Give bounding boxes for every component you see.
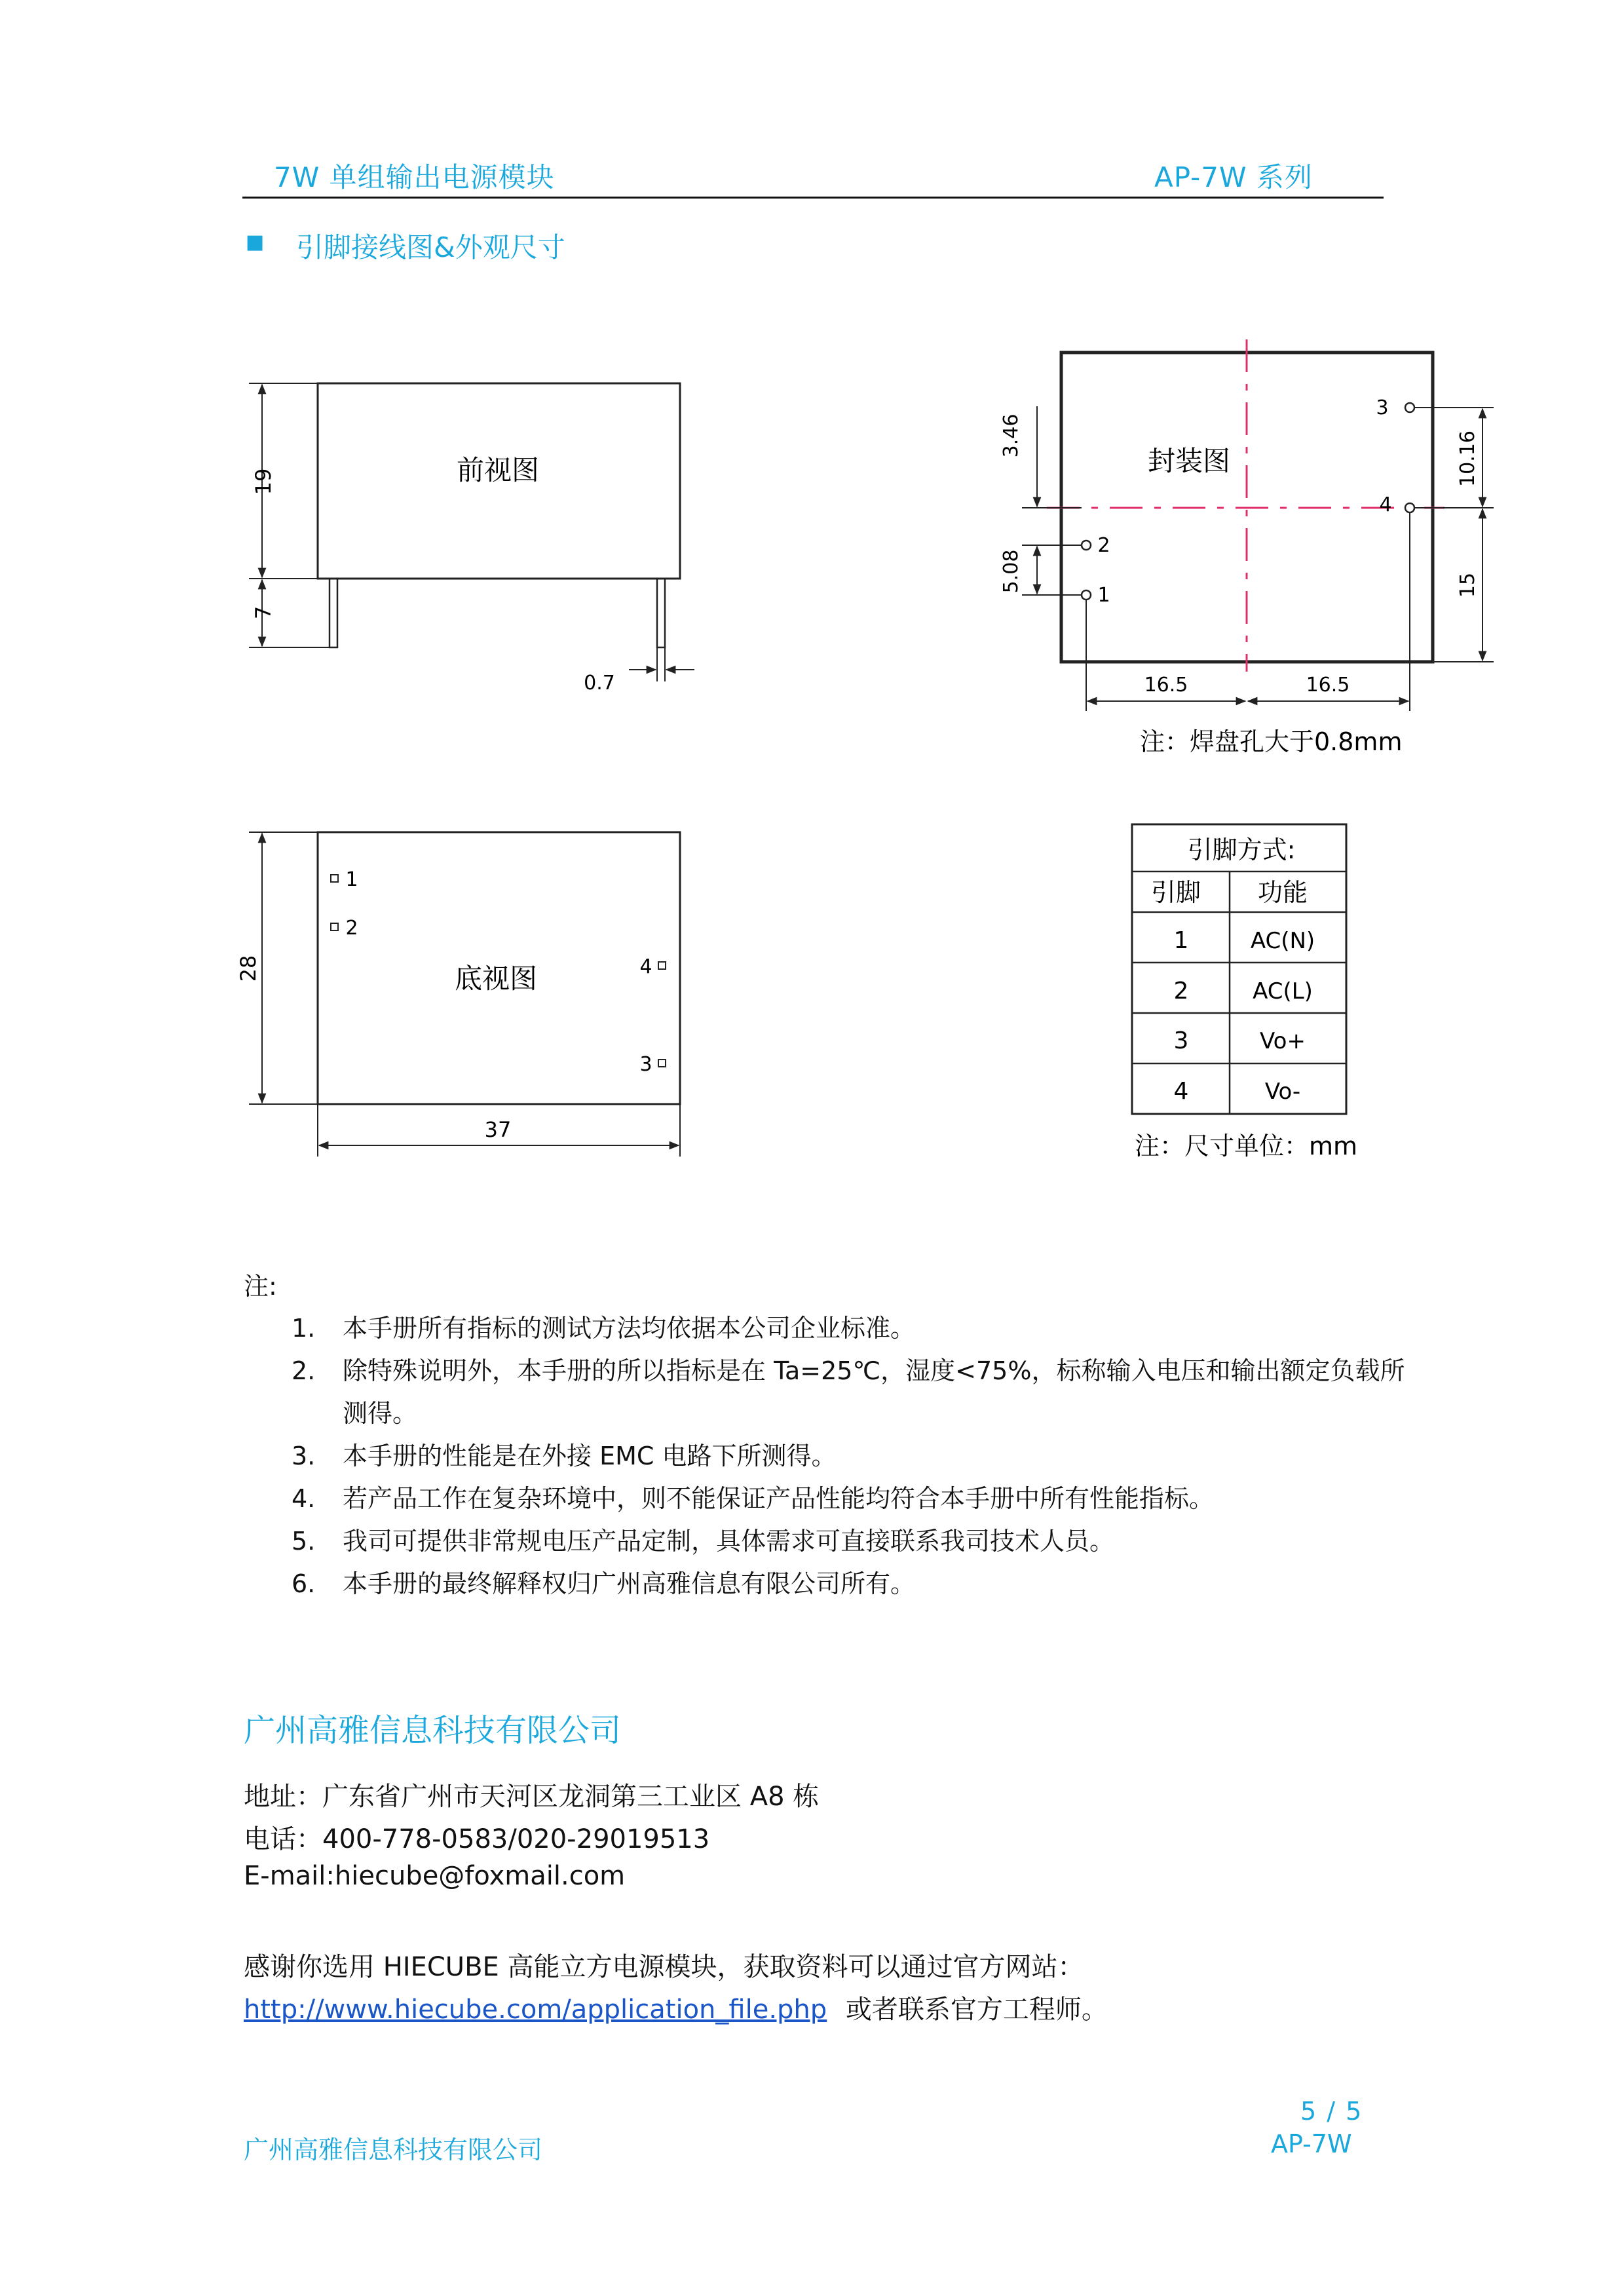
link-suffix: 或者联系官方工程师。 bbox=[845, 1995, 1108, 2025]
dim-1016: 10.16 bbox=[1456, 430, 1479, 487]
btm-pin4: 4 bbox=[639, 955, 652, 978]
company-name: 广州高雅信息科技有限公司 bbox=[244, 1712, 622, 1749]
pin-row-1-func: AC(N) bbox=[1250, 928, 1315, 954]
note-num: 6. bbox=[292, 1569, 316, 1598]
note-text: 本手册的性能是在外接 EMC 电路下所测得。 bbox=[343, 1442, 837, 1470]
pkg-pin1: 1 bbox=[1097, 584, 1110, 607]
pkg-pin4: 4 bbox=[1379, 493, 1392, 516]
pin-row-4-func: Vo- bbox=[1264, 1079, 1301, 1105]
notes-list bbox=[292, 1307, 1405, 1605]
btm-pin2: 2 bbox=[345, 917, 358, 940]
pin-row-2-func: AC(L) bbox=[1253, 978, 1313, 1004]
dim-346: 3.46 bbox=[1000, 413, 1023, 458]
package-view-label: 封装图 bbox=[1147, 445, 1231, 477]
btm-pin1: 1 bbox=[345, 868, 358, 891]
note-item bbox=[292, 1350, 1405, 1435]
dim-pin-width: 0.7 bbox=[584, 672, 615, 695]
note-text: 本手册所有指标的测试方法均依据本公司企业标准。 bbox=[343, 1314, 916, 1343]
pin-row-3-pin: 3 bbox=[1173, 1027, 1189, 1054]
dim-front-height: 19 bbox=[251, 468, 276, 495]
dim-165-left: 16.5 bbox=[1144, 674, 1188, 697]
page-number: 5 / 5 bbox=[1300, 2097, 1363, 2126]
package-view bbox=[1022, 339, 1494, 711]
note-text: 除特殊说明外，本手册的所以指标是在 Ta=25℃，湿度<75%，标称输入电压和输出额定负载所测得。 bbox=[343, 1356, 1405, 1428]
pin-table bbox=[1132, 824, 1346, 1114]
company-phone: 电话：400-778-0583/020-29019513 bbox=[244, 1824, 710, 1854]
pin-row-4-pin: 4 bbox=[1173, 1078, 1189, 1105]
pin-table-note: 注：尺寸单位：mm bbox=[1135, 1132, 1358, 1160]
note-num: 5. bbox=[292, 1527, 316, 1556]
note-text: 本手册的最终解释权归广州高雅信息有限公司所有。 bbox=[343, 1569, 916, 1598]
bottom-view-label: 底视图 bbox=[454, 963, 538, 995]
header-title-right: AP-7W 系列 bbox=[1154, 161, 1313, 193]
pin-table-title: 引脚方式: bbox=[1187, 835, 1296, 864]
pkg-pin2: 2 bbox=[1097, 534, 1110, 557]
pin-row-3-func: Vo+ bbox=[1260, 1028, 1306, 1054]
note-num: 2. bbox=[292, 1356, 316, 1385]
dim-15: 15 bbox=[1456, 572, 1479, 598]
dim-bottom-height: 28 bbox=[236, 955, 261, 982]
pin-row-2-pin: 2 bbox=[1173, 978, 1189, 1004]
note-item bbox=[292, 1435, 1405, 1478]
pin-table-col-func: 功能 bbox=[1257, 878, 1308, 907]
pin-row-1-pin: 1 bbox=[1173, 927, 1189, 954]
note-item bbox=[292, 1478, 1405, 1520]
header-title-left: 7W 单组输出电源模块 bbox=[274, 161, 555, 193]
footer-company: 广州高雅信息科技有限公司 bbox=[244, 2135, 543, 2164]
pin-table-col-pin: 引脚 bbox=[1150, 878, 1201, 907]
bullet-icon: ■ bbox=[246, 231, 265, 254]
dim-front-pin: 7 bbox=[251, 605, 276, 620]
note-text: 我司可提供非常规电压产品定制，具体需求可直接联系我司技术人员。 bbox=[343, 1527, 1115, 1556]
note-num: 3. bbox=[292, 1442, 316, 1470]
package-note: 注：焊盘孔大于0.8mm bbox=[1140, 727, 1403, 756]
dim-508: 5.08 bbox=[1000, 549, 1023, 594]
btm-pin3: 3 bbox=[639, 1053, 652, 1076]
thanks-text: 感谢你选用 HIECUBE 高能立方电源模块，获取资料可以通过官方网站： bbox=[244, 1952, 1084, 1982]
website-link[interactable]: http://www.hiecube.com/application_file.php bbox=[244, 1995, 827, 2025]
dim-bottom-width: 37 bbox=[484, 1117, 512, 1142]
front-view-label: 前视图 bbox=[456, 454, 540, 486]
note-num: 4. bbox=[292, 1484, 316, 1513]
note-item bbox=[292, 1307, 1405, 1350]
company-email: E-mail:hiecube@foxmail.com bbox=[244, 1861, 626, 1891]
note-item bbox=[292, 1563, 1405, 1605]
footer-model: AP-7W bbox=[1271, 2130, 1352, 2158]
section-title: 引脚接线图&外观尺寸 bbox=[296, 231, 565, 263]
front-view bbox=[249, 383, 694, 681]
dim-165-right: 16.5 bbox=[1306, 674, 1350, 697]
note-item bbox=[292, 1520, 1405, 1563]
company-address: 地址：广东省广州市天河区龙洞第三工业区 A8 栋 bbox=[244, 1782, 820, 1812]
notes-heading: 注: bbox=[244, 1272, 277, 1301]
note-text: 若产品工作在复杂环境中，则不能保证产品性能均符合本手册中所有性能指标。 bbox=[343, 1484, 1215, 1513]
pkg-pin3: 3 bbox=[1376, 396, 1389, 419]
note-num: 1. bbox=[292, 1314, 316, 1343]
